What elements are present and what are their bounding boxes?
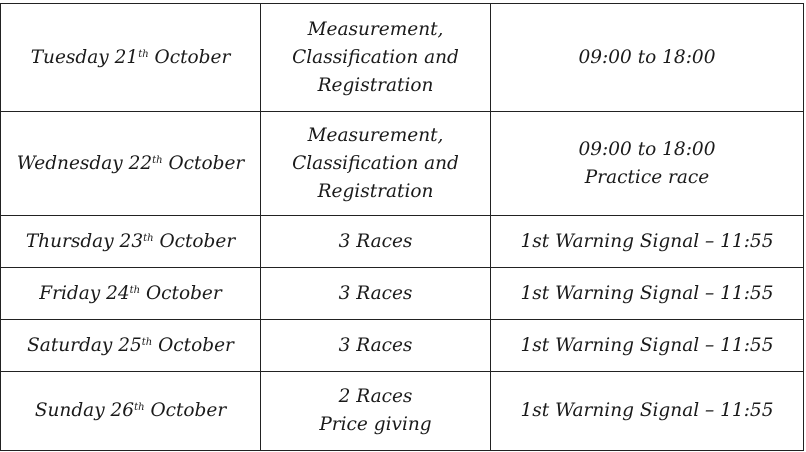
day-ordinal-suffix: th	[152, 154, 163, 166]
time-line: 1st Warning Signal – 11:55	[520, 230, 774, 252]
day-weekday: Wednesday	[16, 152, 123, 174]
day-cell	[1, 268, 261, 320]
schedule-table	[0, 3, 804, 451]
day-number: 22	[128, 152, 153, 174]
time-cell	[491, 216, 804, 268]
activity-cell	[261, 216, 491, 268]
time-line: 09:00 to 18:00	[578, 46, 716, 68]
day-ordinal-suffix: th	[138, 48, 149, 60]
day-ordinal-suffix: th	[143, 232, 154, 244]
day-weekday: Friday	[39, 282, 101, 304]
day-month: October	[168, 152, 245, 174]
table-row	[1, 216, 804, 268]
time-cell	[491, 4, 804, 112]
time-cell	[491, 268, 804, 320]
day-month: October	[150, 400, 227, 421]
activity-line: Registration	[317, 180, 434, 202]
time-cell	[491, 112, 804, 216]
activity-line: Classification and	[292, 46, 459, 68]
table-row	[1, 320, 804, 372]
activity-cell	[261, 372, 491, 451]
day-ordinal-suffix: th	[134, 402, 145, 413]
day-cell	[1, 216, 261, 268]
day-cell	[1, 320, 261, 372]
activity-line: Measurement,	[307, 124, 444, 146]
day-weekday: Thursday	[25, 230, 114, 252]
table-row	[1, 372, 804, 451]
time-line: 1st Warning Signal – 11:55	[520, 400, 774, 421]
time-line: 1st Warning Signal – 11:55	[520, 282, 774, 304]
day-number: 24	[106, 282, 130, 304]
activity-line: Measurement,	[307, 18, 444, 40]
day-cell	[1, 112, 261, 216]
time-line: 09:00 to 18:00	[578, 138, 716, 160]
day-ordinal-suffix: th	[141, 336, 153, 348]
activity-line: Registration	[317, 74, 434, 96]
time-line: 1st Warning Signal – 11:55	[520, 334, 774, 356]
day-weekday: Saturday	[27, 334, 113, 356]
time-cell	[491, 372, 804, 451]
activity-cell	[261, 320, 491, 372]
activity-cell	[261, 268, 491, 320]
day-month: October	[159, 230, 236, 252]
table-row	[1, 268, 804, 320]
activity-cell	[261, 4, 491, 112]
day-month: October	[145, 282, 222, 304]
day-number: 21	[114, 46, 139, 68]
table-row	[1, 4, 804, 112]
day-cell	[1, 4, 261, 112]
day-weekday: Tuesday	[30, 46, 109, 68]
activity-line: Price giving	[319, 414, 432, 435]
activity-line: 3 Races	[338, 334, 413, 356]
time-line: Practice race	[584, 166, 710, 188]
day-month: October	[154, 46, 231, 68]
activity-line: 3 Races	[338, 230, 413, 252]
day-number: 23	[119, 230, 144, 252]
time-cell	[491, 320, 804, 372]
activity-line: 2 Races	[338, 386, 413, 407]
day-ordinal-suffix: th	[129, 284, 141, 296]
day-month: October	[158, 334, 234, 356]
day-cell	[1, 372, 261, 451]
activity-line: Classification and	[292, 152, 459, 174]
day-weekday: Sunday	[34, 400, 105, 421]
activity-line: 3 Races	[338, 282, 413, 304]
day-number: 26	[110, 400, 135, 421]
activity-cell	[261, 112, 491, 216]
day-number: 25	[118, 334, 142, 356]
table-row	[1, 112, 804, 216]
